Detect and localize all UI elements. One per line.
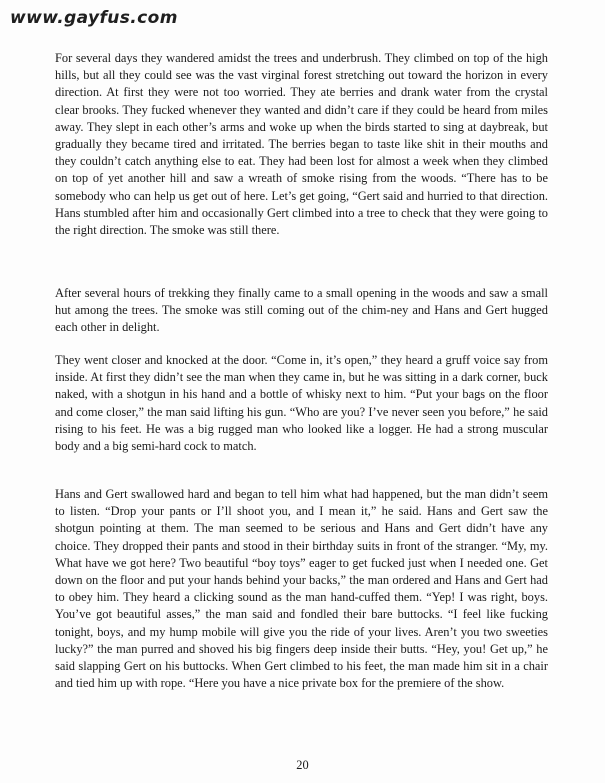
paragraph: After several hours of trekking they finally came to a small opening in the woods and saw a small hut among the trees. The smoke was still coming out of the chim-ney and Hans and Gert hugged each other in delight. [55,286,548,335]
paragraph: They went closer and knocked at the door. “Come in, it’s open,” they heard a gruff voice say from inside. At first they didn’t see the man when they came in, but he was sitting in a dark corner, buck naked, with a shotgun in his hand and a bottle of whisky next to him. “Put your bags on the floor and come closer,” the man said lifting his gun. “Who are you? I’ve never seen you before,” he said rising to his feet. He was a big rugged man who looked like a logger. He had a strong muscular body and a big semi-hard cock to match. [55,353,548,454]
page-number: 20 [296,758,309,772]
paragraph: Hans and Gert swallowed hard and began to tell him what had happened, but the man didn’t seem to listen. “Drop your pants or I’ll shoot you, and I mean it,” he said. Hans and Gert saw the shotgun pointing at them. The man seemed to be serious and Hans and Gert didn’t have any choice. They dropped their pants and stood in their birthday suits in front of the stranger. “My, my. What have we got here? Two beautiful “boy toys” eager to get fucked just when I needed one. Get down on the floor and put your hands behind your backs,” the man ordered and Hans and Gert had to obey him. They heard a clicking sound as the man hand-cuffed them. “Yep! I was right, boys. You’ve got beautiful asses,” the man said and fondled their bare buttocks. “I feel like fucking tonight, boys, and my hump mobile will give you the ride of your lives. Aren’t you two sweeties lucky?” the man purred and shoved his big fingers deep inside their butts. “Hey, you! Get up,” he said slapping Gert on his buttocks. When Gert climbed to his feet, the man made him sit in a chair and tied him up with rope. “Here you have a nice private box for the premiere of the show. [55,487,548,691]
site-watermark: www.gayfus.com [10,8,178,28]
paragraph: For several days they wandered amidst the trees and underbrush. They climbed on top of the high hills, but all they could see was the vast virginal forest stretching out toward the horizon in every direction. At first they were not too worried. They ate berries and drank water from the crystal clear brooks. They fucked whenever they wanted and didn’t care if they could be heard from miles away. They slept in each other’s arms and woke up when the birds started to sing at daybreak, but gradually they became tired and irritated. The berries began to taste like shit in their mouths and they couldn’t catch anything else to eat. They had been lost for almost a week when they climbed on top of yet another hill and saw a wreath of smoke rising from the woods. “There has to be somebody who can help us get out of here. Let’s get going, “Gert said and hurried to that direction. Hans stumbled after him and occasionally Gert climbed into a tree to check that they were going to the right direction. The smoke was still there. [55,51,548,238]
